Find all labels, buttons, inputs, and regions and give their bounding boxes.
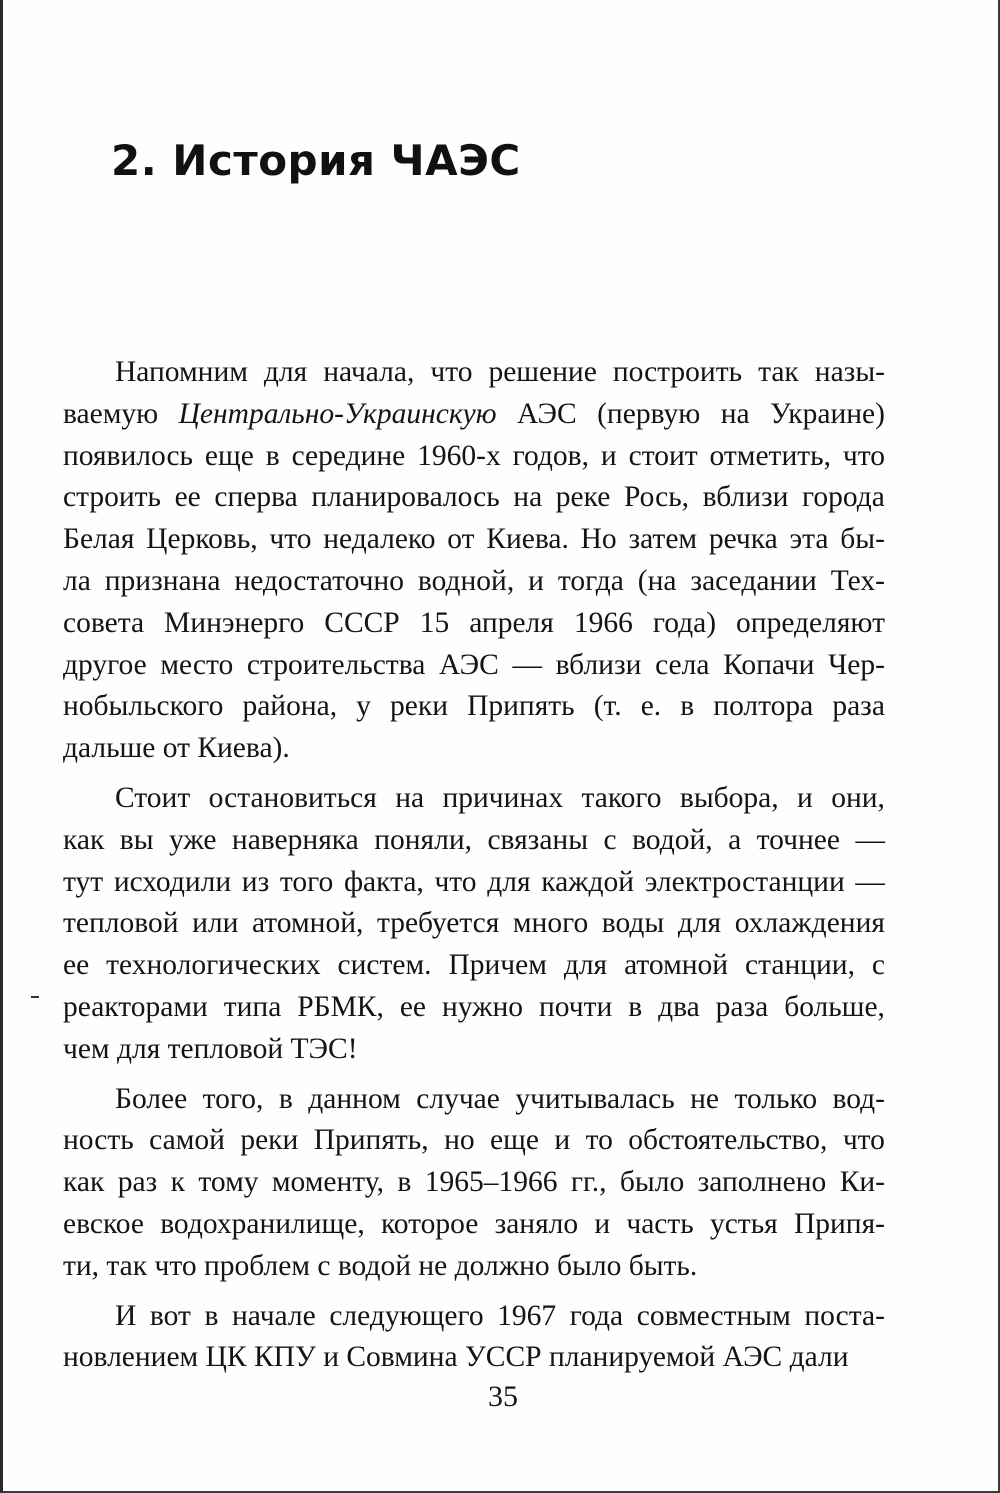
text-line: Стоит остановиться на причинах такого выбора, и они,	[115, 781, 885, 814]
text-line: совета Минэнерго СССР 15 апреля 1966 года) определяют	[63, 606, 885, 639]
text-line: ность самой реки Припять, но еще и то обстоятельство, что	[63, 1124, 885, 1157]
text-line: евское водохранилище, которое заняло и часть устья Припя-	[63, 1207, 885, 1240]
paragraph	[63, 778, 885, 1071]
text-line: ти, так что проблем с водой не должно было быть.	[63, 1249, 698, 1282]
paragraph	[63, 1079, 885, 1288]
text-line: Белая Церковь, что недалеко от Киева. Но затем речка эта бы-	[63, 523, 885, 556]
text-line: реакторами типа РБМК, ее нужно почти в два раза больше,	[63, 990, 885, 1023]
page-number: 35	[488, 1380, 518, 1413]
text-line: ее технологических систем. Причем для атомной станции, с	[63, 949, 885, 982]
margin-mark	[31, 996, 39, 998]
text-line: нобыльского района, у реки Припять (т. е. в полтора раза	[63, 690, 885, 723]
text-line: как раз к тому моменту, в 1965–1966 гг., было заполнено Ки-	[63, 1166, 885, 1199]
chapter-title: 2. История ЧАЭС	[111, 136, 521, 185]
text-line: как вы уже наверняка поняли, связаны с водой, а точнее —	[63, 823, 885, 856]
paragraph	[63, 1296, 885, 1380]
text-line: появилось еще в середине 1960-х годов, и стоит отметить, что	[63, 439, 885, 472]
text-line: Напомним для начала, что решение построить так назы-	[115, 356, 885, 388]
paragraph	[63, 352, 885, 770]
text-line: ваемую Центрально-Украинскую АЭС (первую на Украине)	[63, 397, 885, 430]
text-line: тут исходили из того факта, что для каждой электростанции —	[63, 865, 885, 898]
body-text	[63, 352, 885, 1379]
text-line: новлением ЦК КПУ и Совмина УССР планируемой АЭС дали	[63, 1341, 849, 1374]
text-line: чем для тепловой ТЭС!	[63, 1032, 358, 1065]
text-line: ла признана недостаточно водной, и тогда (на заседании Тех-	[63, 564, 885, 597]
text-line: дальше от Киева).	[63, 732, 290, 765]
text-line: Более того, в данном случае учитывалась не только вод-	[115, 1082, 885, 1115]
text-line: И вот в начале следующего 1967 года совместным поста-	[115, 1299, 885, 1332]
text-line: тепловой или атомной, требуется много воды для охлаждения	[63, 907, 885, 940]
text-line: строить ее сперва планировалось на реке Рось, вблизи города	[63, 481, 885, 514]
text-line: другое место строительства АЭС — вблизи села Копачи Чер-	[63, 648, 885, 681]
